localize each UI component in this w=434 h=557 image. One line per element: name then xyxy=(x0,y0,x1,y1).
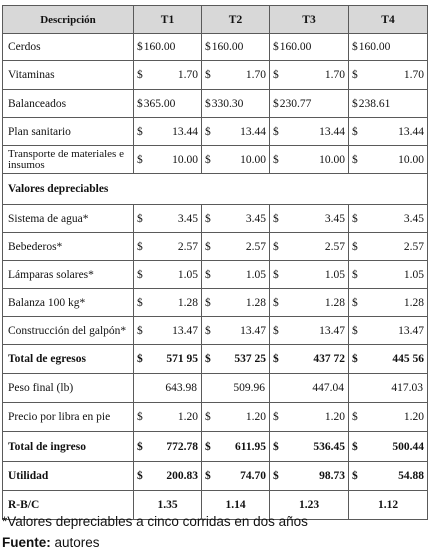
currency-symbol: $ xyxy=(273,324,279,337)
row-label: Construcción del galpón* xyxy=(3,317,134,345)
header-t2: T2 xyxy=(202,6,270,34)
cell-value: 74.70 xyxy=(240,470,266,482)
currency-symbol: $ xyxy=(352,240,358,253)
cell-value: 3.45 xyxy=(403,212,424,225)
currency-symbol: $ xyxy=(137,41,143,53)
money-cell xyxy=(270,205,349,233)
currency-symbol: $ xyxy=(205,153,211,166)
cell-value: 1.70 xyxy=(245,69,266,81)
currency-symbol: $ xyxy=(137,240,143,253)
currency-symbol: $ xyxy=(205,470,211,482)
money-cell xyxy=(270,34,349,61)
currency-symbol: $ xyxy=(137,268,143,281)
currency-symbol: $ xyxy=(352,69,358,81)
currency-symbol: $ xyxy=(137,324,143,337)
cell-value: 13.44 xyxy=(398,125,424,138)
currency-symbol: $ xyxy=(273,212,279,225)
money-cell xyxy=(270,289,349,317)
table-row xyxy=(3,233,428,261)
currency-symbol: $ xyxy=(137,97,143,110)
money-cell xyxy=(349,261,428,289)
money-cell xyxy=(202,205,270,233)
money-cell xyxy=(349,289,428,317)
cell-value: 1.05 xyxy=(324,268,345,281)
money-cell xyxy=(270,118,349,146)
row-label: Precio por libra en pie xyxy=(3,403,134,432)
cell-value: 437 72 xyxy=(313,353,345,365)
money-cell xyxy=(134,403,202,432)
cell-value: 772.78 xyxy=(166,440,198,453)
money-cell xyxy=(349,432,428,462)
money-cell xyxy=(349,146,428,174)
header-t4: T4 xyxy=(349,6,428,34)
cell-value: 536.45 xyxy=(313,440,345,453)
cell-value: 160.00 xyxy=(358,41,391,53)
cell-value: 571 95 xyxy=(166,353,198,365)
currency-symbol: $ xyxy=(352,296,358,309)
cell-value: 13.47 xyxy=(398,324,424,337)
row-label: Balanza 100 kg* xyxy=(3,289,134,317)
currency-symbol: $ xyxy=(352,212,358,225)
row-label: Total de egresos xyxy=(3,345,134,374)
cell-value: 3.45 xyxy=(177,212,198,225)
currency-symbol: $ xyxy=(205,240,211,253)
currency-symbol: $ xyxy=(137,470,143,482)
cell-value: 2.57 xyxy=(324,240,345,253)
cell-value: 54.88 xyxy=(398,470,424,482)
row-label: Transporte de materiales e insumos xyxy=(3,146,134,174)
cell-value: 1.23 xyxy=(270,491,349,520)
money-cell xyxy=(134,146,202,174)
cell-value: 500.44 xyxy=(392,440,424,453)
row-label: Total de ingreso xyxy=(3,432,134,462)
cell-value: 10.00 xyxy=(319,153,345,166)
header-row xyxy=(3,6,428,34)
money-cell xyxy=(270,233,349,261)
money-cell xyxy=(349,233,428,261)
currency-symbol: $ xyxy=(352,411,358,423)
header-t1: T1 xyxy=(134,6,202,34)
cell-value: 1.28 xyxy=(324,296,345,309)
currency-symbol: $ xyxy=(273,296,279,309)
money-cell xyxy=(349,403,428,432)
cell-value: 10.00 xyxy=(172,153,198,166)
cell-value: 537 25 xyxy=(234,353,266,365)
money-cell xyxy=(202,403,270,432)
currency-symbol: $ xyxy=(205,268,211,281)
money-cell xyxy=(270,317,349,345)
money-cell xyxy=(134,289,202,317)
currency-symbol: $ xyxy=(273,153,279,166)
table-row xyxy=(3,90,428,118)
money-cell xyxy=(134,34,202,61)
cell-value: 160.00 xyxy=(279,41,312,53)
money-cell xyxy=(349,34,428,61)
table-body xyxy=(3,34,428,520)
currency-symbol: $ xyxy=(205,440,211,453)
cell-value: 1.28 xyxy=(403,296,424,309)
cell-value: 1.05 xyxy=(245,268,266,281)
currency-symbol: $ xyxy=(273,41,279,53)
currency-symbol: $ xyxy=(273,69,279,81)
money-cell xyxy=(134,261,202,289)
cell-value: 447.04 xyxy=(270,374,349,403)
currency-symbol: $ xyxy=(205,411,211,423)
currency-symbol: $ xyxy=(273,353,279,365)
money-cell xyxy=(202,345,270,374)
currency-symbol: $ xyxy=(205,296,211,309)
currency-symbol: $ xyxy=(137,411,143,423)
section-row xyxy=(3,174,428,205)
cell-value: 160.00 xyxy=(143,41,176,53)
cell-value: 1.20 xyxy=(245,411,266,423)
row-label: Sistema de agua* xyxy=(3,205,134,233)
currency-symbol: $ xyxy=(273,470,279,482)
money-cell xyxy=(134,233,202,261)
cell-value: 1.28 xyxy=(245,296,266,309)
cell-value: 1.28 xyxy=(177,296,198,309)
currency-symbol: $ xyxy=(137,125,143,138)
currency-symbol: $ xyxy=(273,240,279,253)
table-row xyxy=(3,261,428,289)
cell-value: 98.73 xyxy=(319,470,345,482)
cell-value: 13.44 xyxy=(319,125,345,138)
cell-value: 365.00 xyxy=(143,97,176,110)
source-label: Fuente: xyxy=(2,535,51,550)
cell-value: 2.57 xyxy=(245,240,266,253)
cell-value: 2.57 xyxy=(177,240,198,253)
currency-symbol: $ xyxy=(352,97,358,110)
money-cell xyxy=(202,146,270,174)
header-t3: T3 xyxy=(270,6,349,34)
table-row xyxy=(3,462,428,491)
money-cell xyxy=(134,345,202,374)
cell-value: 13.47 xyxy=(172,324,198,337)
row-label: Balanceados xyxy=(3,90,134,118)
money-cell xyxy=(270,90,349,118)
money-cell xyxy=(270,403,349,432)
money-cell xyxy=(202,432,270,462)
money-cell xyxy=(349,317,428,345)
table-row xyxy=(3,205,428,233)
header-descripcion: Descripción xyxy=(3,6,134,34)
currency-symbol: $ xyxy=(137,296,143,309)
money-cell xyxy=(270,146,349,174)
cell-value: 10.00 xyxy=(398,153,424,166)
row-label: Cerdos xyxy=(3,34,134,61)
cell-value: 417.03 xyxy=(349,374,428,403)
cell-value: 10.00 xyxy=(240,153,266,166)
cell-value: 1.70 xyxy=(324,69,345,81)
cell-value: 13.47 xyxy=(319,324,345,337)
row-label: Vitaminas xyxy=(3,61,134,90)
table-row xyxy=(3,118,428,146)
money-cell xyxy=(349,118,428,146)
row-label: Lámparas solares* xyxy=(3,261,134,289)
currency-symbol: $ xyxy=(273,268,279,281)
cell-value: 3.45 xyxy=(324,212,345,225)
cell-value: 238.61 xyxy=(358,97,391,110)
currency-symbol: $ xyxy=(205,97,211,110)
cell-value: 13.44 xyxy=(172,125,198,138)
money-cell xyxy=(202,261,270,289)
currency-symbol: $ xyxy=(205,69,211,81)
currency-symbol: $ xyxy=(137,440,143,453)
currency-symbol: $ xyxy=(352,470,358,482)
currency-symbol: $ xyxy=(273,440,279,453)
table-row xyxy=(3,403,428,432)
table-row xyxy=(3,146,428,174)
money-cell xyxy=(134,462,202,491)
cell-value: 1.20 xyxy=(403,411,424,423)
currency-symbol: $ xyxy=(137,69,143,81)
currency-symbol: $ xyxy=(352,324,358,337)
cell-value: 1.05 xyxy=(177,268,198,281)
row-label: Bebederos* xyxy=(3,233,134,261)
money-cell xyxy=(134,205,202,233)
cell-value: 160.00 xyxy=(211,41,244,53)
currency-symbol: $ xyxy=(273,97,279,110)
currency-symbol: $ xyxy=(352,268,358,281)
money-cell xyxy=(349,205,428,233)
money-cell xyxy=(202,317,270,345)
money-cell xyxy=(202,289,270,317)
row-label: R-B/C xyxy=(3,491,134,520)
table-row xyxy=(3,374,428,403)
currency-symbol: $ xyxy=(352,125,358,138)
cell-value: 1.35 xyxy=(134,491,202,520)
currency-symbol: $ xyxy=(205,353,211,365)
money-cell xyxy=(270,432,349,462)
cell-value: 330.30 xyxy=(211,97,244,110)
money-cell xyxy=(270,61,349,90)
money-cell xyxy=(202,90,270,118)
money-cell xyxy=(349,61,428,90)
cell-value: 13.44 xyxy=(240,125,266,138)
cell-value: 3.45 xyxy=(245,212,266,225)
cell-value: 1.20 xyxy=(324,411,345,423)
row-label: Plan sanitario xyxy=(3,118,134,146)
table-row xyxy=(3,345,428,374)
currency-symbol: $ xyxy=(352,440,358,453)
money-cell xyxy=(134,317,202,345)
currency-symbol: $ xyxy=(137,153,143,166)
cell-value: 1.20 xyxy=(177,411,198,423)
currency-symbol: $ xyxy=(273,125,279,138)
money-cell xyxy=(202,61,270,90)
money-cell xyxy=(270,462,349,491)
money-cell xyxy=(134,61,202,90)
source-value: autores xyxy=(50,535,100,550)
currency-symbol: $ xyxy=(205,125,211,138)
money-cell xyxy=(134,432,202,462)
cell-value: 1.14 xyxy=(202,491,270,520)
cell-value: 13.47 xyxy=(240,324,266,337)
currency-symbol: $ xyxy=(137,212,143,225)
cell-value: 1.70 xyxy=(177,69,198,81)
cell-value: 445 56 xyxy=(392,353,424,365)
cell-value: 643.98 xyxy=(134,374,202,403)
source-line xyxy=(2,535,100,550)
currency-symbol: $ xyxy=(205,324,211,337)
cost-table xyxy=(2,5,428,520)
row-label: Peso final (lb) xyxy=(3,374,134,403)
footnote: *Valores depreciables a cinco corridas en dos años xyxy=(2,514,308,529)
money-cell xyxy=(270,345,349,374)
table-row xyxy=(3,34,428,61)
cell-value: 1.12 xyxy=(349,491,428,520)
cell-value: 509.96 xyxy=(202,374,270,403)
money-cell xyxy=(349,345,428,374)
table-row xyxy=(3,317,428,345)
cell-value: 200.83 xyxy=(166,470,198,482)
money-cell xyxy=(202,118,270,146)
currency-symbol: $ xyxy=(352,41,358,53)
currency-symbol: $ xyxy=(137,353,143,365)
cell-value: 230.77 xyxy=(279,97,312,110)
section-label: Valores depreciables xyxy=(3,174,428,205)
row-label: Utilidad xyxy=(3,462,134,491)
cell-value: 611.95 xyxy=(235,440,266,453)
table-row xyxy=(3,61,428,90)
table-row xyxy=(3,432,428,462)
cell-value: 1.05 xyxy=(403,268,424,281)
cell-value: 2.57 xyxy=(403,240,424,253)
currency-symbol: $ xyxy=(205,212,211,225)
currency-symbol: $ xyxy=(352,153,358,166)
money-cell xyxy=(202,462,270,491)
table-row xyxy=(3,289,428,317)
currency-symbol: $ xyxy=(352,353,358,365)
money-cell xyxy=(202,233,270,261)
money-cell xyxy=(202,34,270,61)
cell-value: 1.70 xyxy=(403,69,424,81)
money-cell xyxy=(349,90,428,118)
money-cell xyxy=(134,90,202,118)
money-cell xyxy=(270,261,349,289)
currency-symbol: $ xyxy=(273,411,279,423)
money-cell xyxy=(134,118,202,146)
money-cell xyxy=(349,462,428,491)
currency-symbol: $ xyxy=(205,41,211,53)
